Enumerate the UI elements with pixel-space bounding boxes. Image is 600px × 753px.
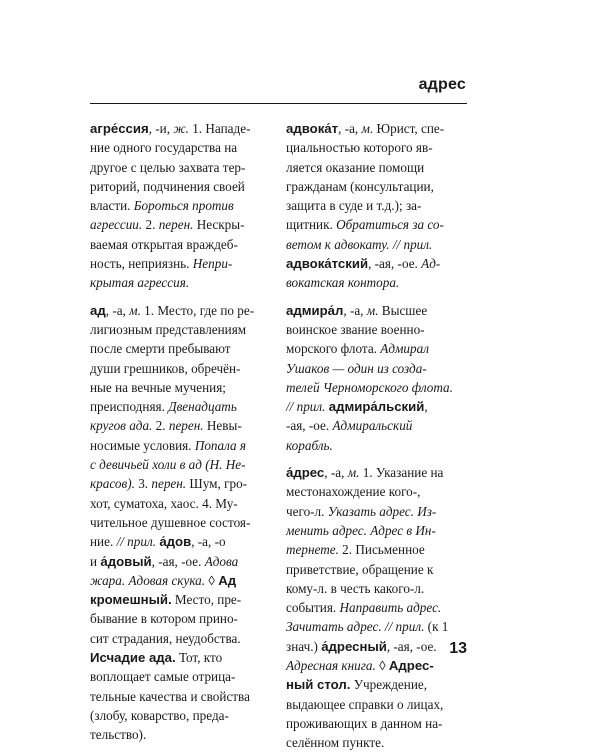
definition-text: знач.) xyxy=(286,638,322,654)
definition-text: Учреждение, xyxy=(350,677,428,693)
italic-text: Указать адрес. Из- xyxy=(327,503,437,519)
entry-line xyxy=(286,463,467,482)
definition-text: 2. Письменное xyxy=(338,542,425,558)
definition-text: тельство). xyxy=(90,727,147,743)
italic-text: Двенадцать xyxy=(168,399,237,415)
definition-text: Шум, гро- xyxy=(186,476,248,492)
definition-text: сит страдания, неудобства. xyxy=(90,630,241,646)
entry-line xyxy=(286,714,467,733)
definition-text: ные на вечные мучения; xyxy=(90,379,226,395)
dictionary-entry-адвокат xyxy=(286,119,467,293)
entry-line xyxy=(90,667,268,686)
entry-line xyxy=(286,397,467,416)
entry-line xyxy=(90,455,268,474)
entry-line xyxy=(90,119,268,138)
headword: адвока́тский xyxy=(286,256,369,272)
entry-line xyxy=(90,687,268,706)
definition-text: Нескры- xyxy=(193,217,245,233)
italic-text: м. xyxy=(347,465,360,481)
entry-line xyxy=(286,215,467,234)
definition-text: , -а, xyxy=(324,465,348,481)
definition-text: проживающих в данном на- xyxy=(286,715,443,731)
entry-line xyxy=(286,339,467,358)
italic-text: Бороться против xyxy=(133,198,234,214)
definition-text: Тот, кто xyxy=(175,650,223,666)
italic-text: вокатская контора. xyxy=(286,275,400,291)
entry-line xyxy=(90,590,268,609)
dictionary-entry-агрессия xyxy=(90,119,268,293)
entry-line xyxy=(90,320,268,339)
definition-text: хот, суматоха, хаос. 4. Му- xyxy=(90,495,238,511)
definition-text: преисподняя. xyxy=(90,399,169,415)
italic-text: красов). xyxy=(90,476,135,492)
definition-text: ность, неприязнь. xyxy=(90,256,193,272)
italic-text: Попала я xyxy=(194,437,247,453)
entry-line xyxy=(90,196,268,215)
italic-text: Обратиться за со- xyxy=(336,217,444,233)
entry-line xyxy=(286,502,467,521)
italic-text: Ушаков — один из создa- xyxy=(286,360,427,376)
definition-text: ние одного государства на xyxy=(90,140,238,156)
italic-text: Ад- xyxy=(421,256,441,272)
definition-text: ваемая открытая враждеб- xyxy=(90,236,238,252)
definition-text: Невы- xyxy=(203,418,242,434)
definition-text: , -ая, -ое. xyxy=(386,638,437,654)
definition-text: , -и, xyxy=(148,121,174,136)
entry-line xyxy=(286,196,467,215)
entry-line xyxy=(286,138,467,157)
entry-line xyxy=(90,648,268,667)
entry-line xyxy=(90,474,268,493)
definition-text: кому-л. в честь какого-л. xyxy=(286,580,425,596)
headword: а́дресный xyxy=(321,638,387,654)
entry-line xyxy=(90,629,268,648)
entry-line xyxy=(286,579,467,598)
italic-text: корабль. xyxy=(286,437,333,453)
header-rule xyxy=(90,103,467,104)
entry-line xyxy=(286,416,467,435)
definition-text: воинское звание военно- xyxy=(286,321,425,337)
definition-text: -ая, -ое. xyxy=(286,418,333,434)
entry-line xyxy=(90,359,268,378)
definition-text: чительное душевное состоя- xyxy=(90,514,251,530)
definition-text: циальностью которого яв- xyxy=(286,140,433,156)
entry-line xyxy=(286,598,467,617)
italic-text: тернете. xyxy=(286,542,339,558)
left-column xyxy=(90,119,268,745)
definition-text: воплощает самые отрица- xyxy=(90,669,236,685)
definition-text: 2. xyxy=(142,217,159,233)
entry-line xyxy=(286,521,467,540)
italic-text: Адова xyxy=(204,553,239,569)
definition-text: выдающее справки о лицах, xyxy=(286,696,444,712)
italic-text: менить адрес. Адрес в Ин- xyxy=(286,522,436,538)
definition-text: , -а, xyxy=(338,121,362,136)
italic-text: с девичьей холи в ад (Н. Не- xyxy=(90,457,246,473)
entry-line xyxy=(90,215,268,234)
dictionary-entry-адрес xyxy=(286,463,467,752)
definition-text: , xyxy=(424,399,428,415)
definition-text: защита в суде и т.д.); за- xyxy=(286,198,422,214)
italic-text: Адмиральский xyxy=(332,418,413,434)
definition-text: , -ая, -ое. xyxy=(151,553,205,569)
entry-line xyxy=(286,273,467,292)
italic-text: ж. xyxy=(173,121,189,136)
entry-line xyxy=(90,397,268,416)
definition-text: приветствие, обращение к xyxy=(286,561,434,577)
entry-line xyxy=(286,560,467,579)
italic-text: м. xyxy=(129,302,141,318)
italic-text: Зачитать адрес. // прил. xyxy=(286,619,425,635)
definition-text: щитник. xyxy=(286,217,337,233)
italic-text: телей Черноморского флота. xyxy=(286,379,453,395)
italic-text: Непри- xyxy=(192,256,233,272)
definition-text: чего-л. xyxy=(286,503,328,519)
entry-line xyxy=(286,675,467,694)
italic-text: перен. xyxy=(168,418,204,434)
italic-text: // прил. xyxy=(116,534,157,550)
entry-line xyxy=(286,436,467,455)
entry-line xyxy=(90,436,268,455)
definition-text: другое с целью захвата тер- xyxy=(90,159,246,175)
headword: а́довый xyxy=(100,553,152,569)
definition-text: Высшее xyxy=(378,302,428,318)
definition-text: тельные качества и свойства xyxy=(90,688,250,704)
entry-line xyxy=(90,725,268,744)
definition-text: гражданам (консультации, xyxy=(286,178,434,194)
headword: Ад xyxy=(218,572,237,588)
entry-line xyxy=(90,513,268,532)
entry-line xyxy=(90,378,268,397)
definition-text: лигиозным представлениям xyxy=(90,321,247,337)
entry-line xyxy=(286,482,467,501)
entry-line xyxy=(90,339,268,358)
italic-text: Адмирал xyxy=(380,341,429,357)
entry-line xyxy=(286,320,467,339)
definition-text: , -а, xyxy=(343,302,367,318)
italic-text: крытая агрессия. xyxy=(90,275,190,291)
running-head: адрес xyxy=(418,76,466,93)
entry-line xyxy=(90,552,268,571)
definition-text: ◊ xyxy=(205,572,219,588)
italic-text: перен. xyxy=(158,217,194,233)
entry-line xyxy=(90,609,268,628)
definition-text: местонахождение кого-, xyxy=(286,484,421,500)
entry-line xyxy=(286,254,467,273)
entry-line xyxy=(90,235,268,254)
definition-text: носимые условия. xyxy=(90,437,195,453)
entry-line xyxy=(90,158,268,177)
entry-line xyxy=(90,416,268,435)
italic-text: ветом к адвокату. // прил. xyxy=(286,236,433,252)
entry-line xyxy=(286,540,467,559)
headword: кромешный. xyxy=(90,592,172,608)
entry-line xyxy=(90,138,268,157)
italic-text: // прил. xyxy=(286,399,326,415)
entry-line xyxy=(286,158,467,177)
headword: адмира́льский xyxy=(328,399,425,415)
definition-text: (к 1 xyxy=(424,619,449,635)
entry-line xyxy=(286,695,467,714)
headword: а́дов xyxy=(159,534,192,550)
definition-text: бывание в котором прино- xyxy=(90,611,238,627)
definition-text: Юрист, спе- xyxy=(373,121,445,136)
entry-line xyxy=(286,359,467,378)
italic-text: Направить адрес. xyxy=(339,600,442,616)
headword: адвока́т xyxy=(286,121,339,136)
entry-line xyxy=(90,177,268,196)
entry-line xyxy=(90,532,268,551)
entry-line xyxy=(286,119,467,138)
headword: агре́ссия xyxy=(90,121,149,136)
definition-text: души грешников, обречён- xyxy=(90,360,241,376)
definition-text: события. xyxy=(286,600,340,616)
dictionary-entry-ад xyxy=(90,301,268,745)
entry-line xyxy=(90,494,268,513)
definition-text: риторий, подчинения своей xyxy=(90,178,245,194)
definition-text: морского флота. xyxy=(286,341,381,357)
italic-text: кругов ада. xyxy=(90,418,153,434)
headword: адмира́л xyxy=(286,302,344,318)
page-number: 13 xyxy=(449,640,467,657)
headword: а́дрес xyxy=(286,465,325,481)
entry-line xyxy=(286,617,467,636)
italic-text: перен. xyxy=(151,476,187,492)
definition-text: 1. Указание на xyxy=(359,465,444,481)
definition-text: 2. xyxy=(152,418,169,434)
headword: Адрес- xyxy=(388,658,434,674)
definition-text: селённом пункте. xyxy=(286,735,385,751)
definition-text: (злобу, коварство, преда- xyxy=(90,707,229,723)
italic-text: Адресная книга. xyxy=(286,658,376,674)
definition-text: , -а, xyxy=(105,302,130,318)
dictionary-entry-адмирал xyxy=(286,301,467,455)
italic-text: жара. Адовая скука. xyxy=(90,572,206,588)
definition-text: власти. xyxy=(90,198,134,214)
entry-line xyxy=(90,571,268,590)
entry-line xyxy=(90,301,268,320)
definition-text: , -а, -о xyxy=(191,534,226,550)
definition-text: ляется оказание помощи xyxy=(286,159,425,175)
definition-text: 3. xyxy=(134,476,152,492)
headword: ный стол. xyxy=(286,677,351,693)
definition-text: 1. Нападе- xyxy=(188,121,251,136)
entry-line xyxy=(286,235,467,254)
entry-line xyxy=(286,656,467,675)
definition-text: ◊ xyxy=(375,658,389,674)
headword: ад xyxy=(90,302,106,318)
definition-text: Место, пре- xyxy=(171,592,242,608)
definition-text: 1. Место, где по ре- xyxy=(140,302,255,318)
entry-line xyxy=(90,706,268,725)
headword: Исчадие ада. xyxy=(90,650,176,666)
definition-text: , -ая, -ое. xyxy=(368,256,422,272)
italic-text: м. xyxy=(366,302,379,318)
entry-line xyxy=(286,301,467,320)
entry-line xyxy=(90,273,268,292)
italic-text: м. xyxy=(361,121,374,136)
entry-line xyxy=(286,378,467,397)
definition-text: ние. xyxy=(90,534,117,550)
italic-text: агрессии. xyxy=(90,217,143,233)
entry-line xyxy=(90,254,268,273)
definition-text: и xyxy=(90,553,101,569)
entry-line xyxy=(286,177,467,196)
definition-text: после смерти пребывают xyxy=(90,341,231,357)
